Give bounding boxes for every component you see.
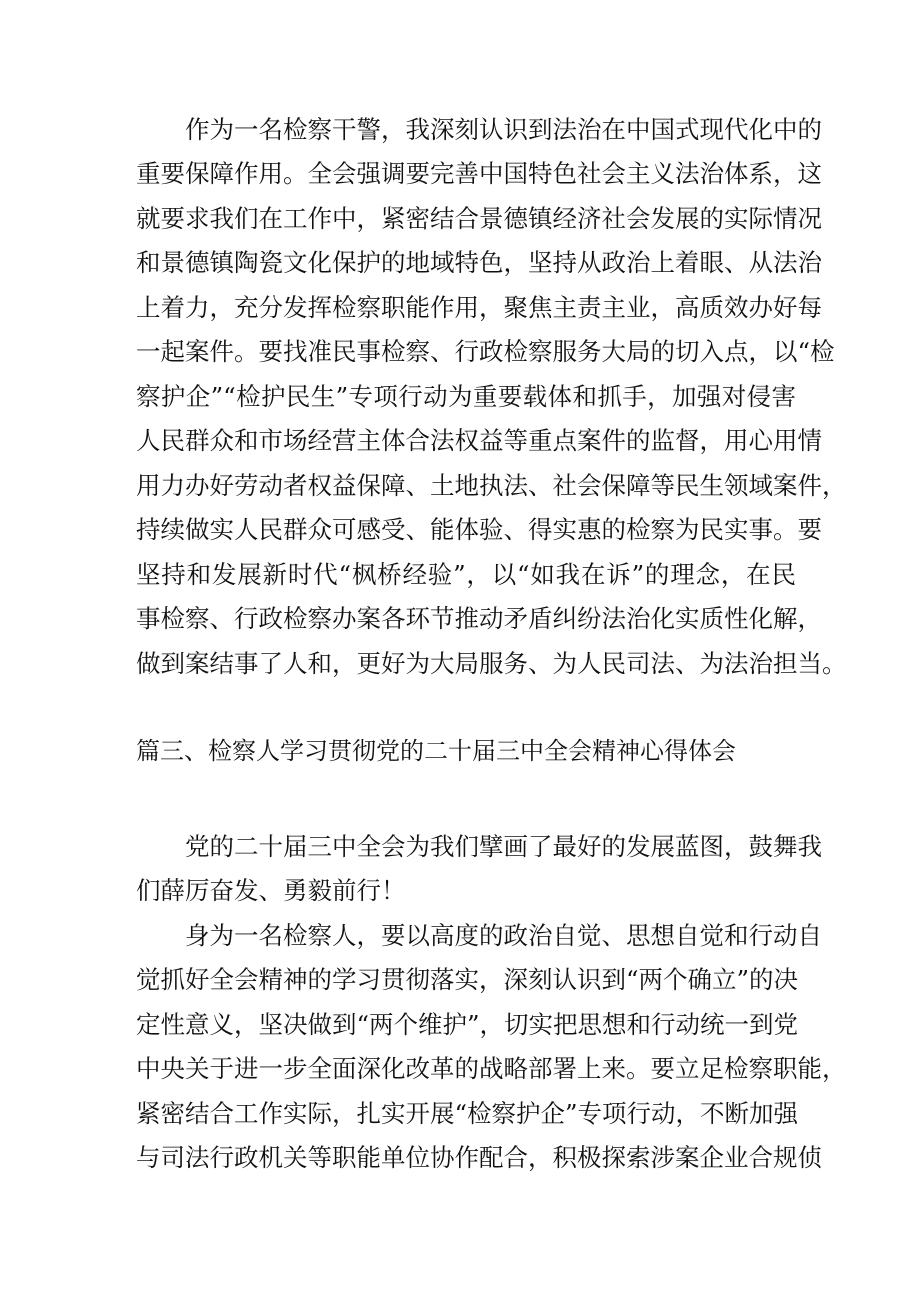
body-line: 定性意义，坚决做到“两个维护”，切实把思想和行动统一到党 [136, 1010, 799, 1039]
body-line: 们薛厉奋发、勇毅前行！ [136, 876, 406, 905]
body-line: 人民群众和市场经营主体合法权益等重点案件的监督，用心用情 [136, 426, 822, 455]
body-line: 作为一名检察干警，我深刻认识到法治在中国式现代化中的 [185, 115, 822, 144]
body-line: 用力办好劳动者权益保障、土地执法、社会保障等民生领域案件， [136, 471, 847, 500]
body-line: 一起案件。要找准民事检察、行政检察服务大局的切入点，以“检 [136, 337, 835, 366]
body-line: 中央关于进一步全面深化改革的战略部署上来。要立足检察职能， [136, 1054, 847, 1083]
body-line: 坚持和发展新时代“枫桥经验”，以“如我在诉”的理念，在民 [136, 560, 796, 589]
body-line: 紧密结合工作实际，扎实开展“检察护企”专项行动，不断加强 [136, 1099, 799, 1128]
body-line: 与司法行政机关等职能单位协作配合，积极探索涉案企业合规侦 [136, 1143, 822, 1172]
body-line: 重要保障作用。全会强调要完善中国特色社会主义法治体系，这 [136, 159, 822, 188]
body-line: 就要求我们在工作中，紧密结合景德镇经济社会发展的实际情况 [136, 204, 822, 233]
section-heading: 篇三、检察人学习贯彻党的二十届三中全会精神心得体会 [136, 737, 736, 765]
body-line: 觉抓好全会精神的学习贯彻落实，深刻认识到“两个确立”的决 [136, 965, 799, 994]
body-line: 事检察、行政检察办案各环节推动矛盾纠纷法治化实质性化解， [136, 604, 822, 633]
body-line: 和景德镇陶瓷文化保护的地域特色，坚持从政治上着眼、从法治 [136, 248, 822, 277]
body-line: 做到案结事了人和，更好为大局服务、为人民司法、为法治担当。 [136, 649, 847, 678]
body-line: 察护企”“检护民生”专项行动为重要载体和抓手，加强对侵害 [136, 382, 796, 411]
body-line: 上着力，充分发挥检察职能作用，聚焦主责主业，高质效办好每 [136, 293, 822, 322]
body-line: 身为一名检察人，要以高度的政治自觉、思想自觉和行动自 [185, 921, 822, 950]
body-line: 党的二十届三中全会为我们擘画了最好的发展蓝图，鼓舞我 [185, 832, 822, 861]
body-line: 持续做实人民群众可感受、能体验、得实惠的检察为民实事。要 [136, 515, 822, 544]
